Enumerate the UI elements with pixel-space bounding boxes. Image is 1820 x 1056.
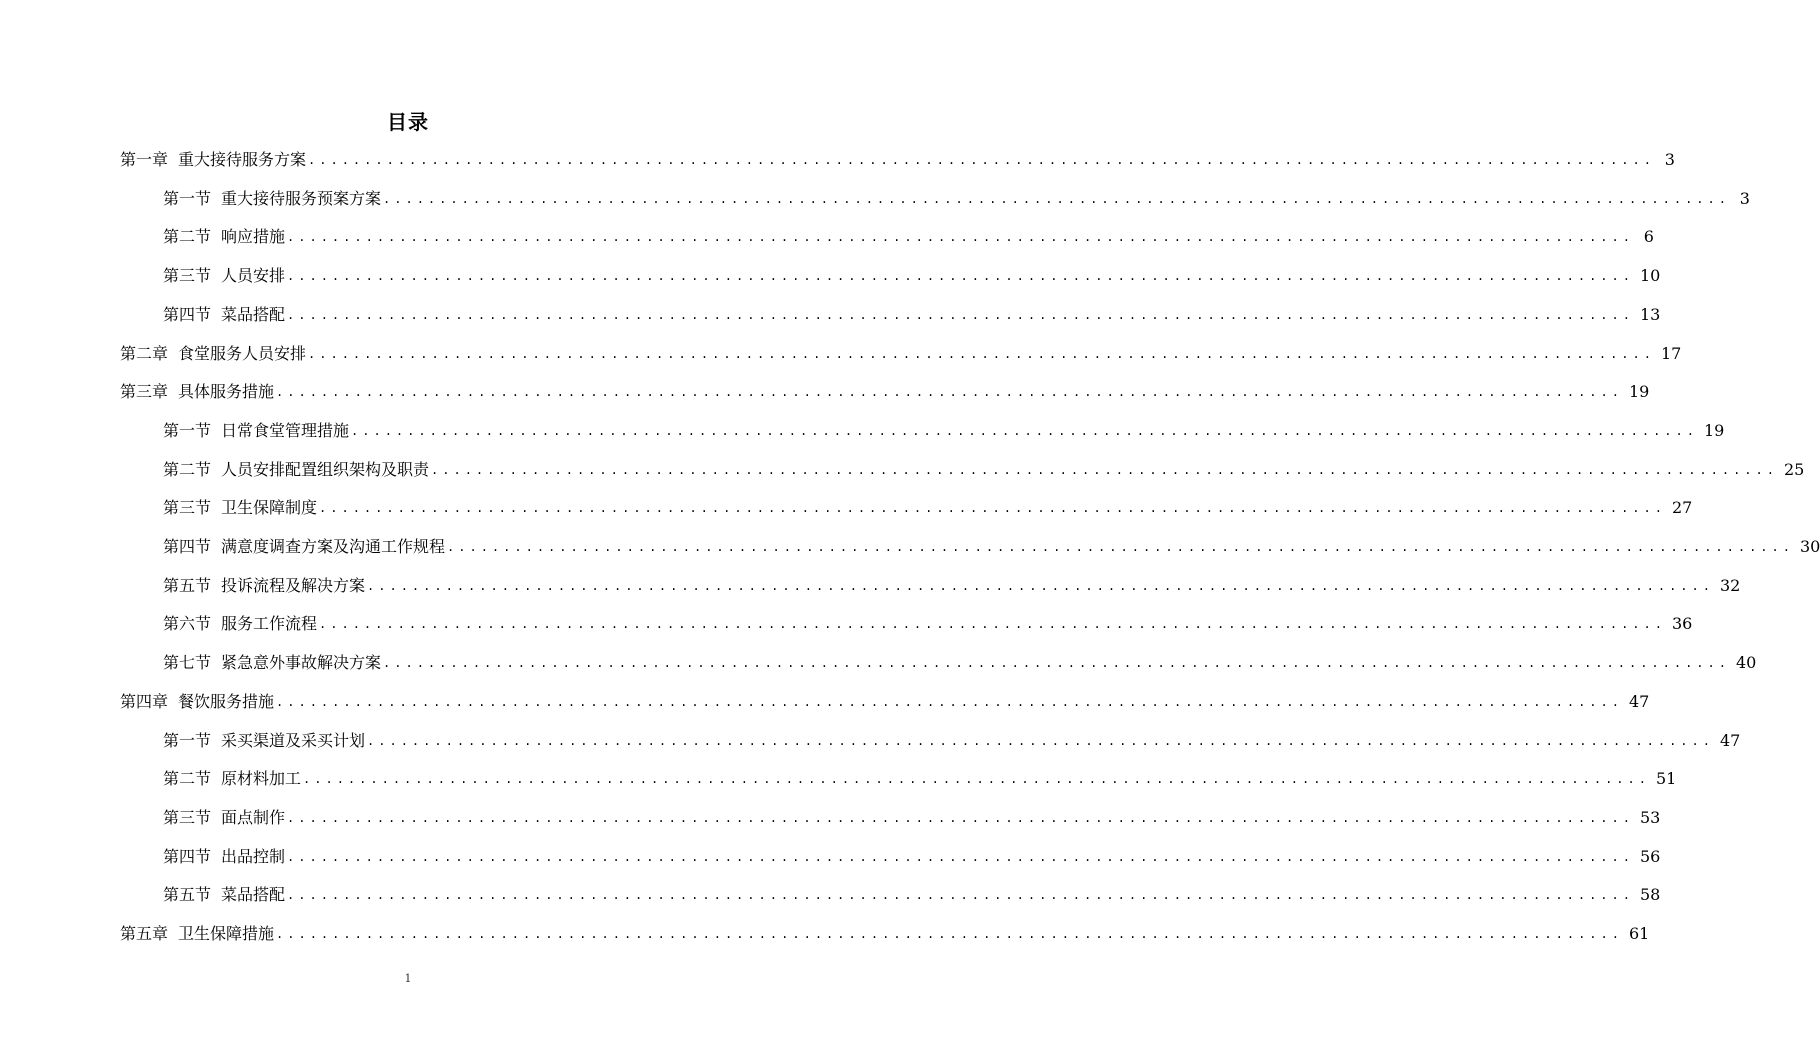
toc-entry-number: 第三节 [163,266,212,285]
toc-section-link[interactable] [163,876,1661,914]
toc-entry-label [163,567,365,605]
toc-dot-leader: ........................................................................................................................ [308,347,1655,361]
toc-dot-leader: ........................................................................................................................ [447,540,1794,554]
toc-section-link[interactable] [163,257,1661,295]
toc-heading: 目录 [387,110,429,134]
toc-entry-number: 第一节 [163,189,212,208]
toc-entry-label [163,218,285,256]
toc-entry-title: 食堂服务人员安排 [178,344,307,363]
toc-entry-title: 重大接待服务预案方案 [221,189,382,208]
toc-entry-title: 具体服务措施 [178,382,275,401]
toc-dot-leader: ........................................................................................................................ [308,153,1655,167]
toc-page-number: 25 [1783,460,1805,479]
toc-entry-number: 第三节 [163,808,212,827]
toc-entry-title: 卫生保障措施 [178,924,275,943]
toc-entry-label [163,296,285,334]
toc-entry-number: 第五节 [163,576,212,595]
toc-chapter-link[interactable] [120,141,1675,179]
toc-section-link[interactable] [163,412,1725,450]
toc-section-link[interactable] [163,838,1661,876]
toc-entry-label [163,528,445,566]
toc-page-number: 6 [1643,227,1654,246]
toc-dot-leader: ........................................................................................................................ [303,772,1650,786]
toc-dot-leader: ........................................................................................................................ [287,850,1634,864]
toc-page-number: 47 [1719,731,1741,750]
toc-entry-number: 第二节 [163,460,212,479]
toc-entry-number: 第四章 [120,692,169,711]
toc-entry-title: 餐饮服务措施 [178,692,275,711]
toc-entry-title: 响应措施 [221,227,286,246]
toc-dot-leader: ........................................................................................................................ [276,927,1623,941]
toc-dot-leader: ........................................................................................................................ [287,811,1634,825]
toc-section-link[interactable] [163,760,1677,798]
toc-entry-number: 第三章 [120,382,169,401]
toc-entry-number: 第一节 [163,731,212,750]
toc-entry-number: 第四节 [163,305,212,324]
toc-dot-leader: ........................................................................................................................ [287,308,1634,322]
toc-entry-label [163,180,381,218]
toc-entry-label [120,335,306,373]
toc-entry-number: 第三节 [163,498,212,517]
toc-entry-number: 第二节 [163,769,212,788]
toc-entry-label [120,915,274,953]
toc-section-link[interactable] [163,180,1750,218]
toc-entry-number: 第六节 [163,614,212,633]
toc-chapter-link[interactable] [120,915,1650,953]
toc-entry-label [163,489,317,527]
toc-page-number: 32 [1719,576,1741,595]
toc-page-number: 13 [1639,305,1661,324]
toc-page-number: 19 [1703,421,1725,440]
toc-section-link[interactable] [163,528,1820,566]
toc-entry-title: 投诉流程及解决方案 [221,576,366,595]
toc-dot-leader: ........................................................................................................................ [383,656,1730,670]
toc-entry-label [163,722,365,760]
toc-dot-leader: ........................................................................................................................ [367,579,1714,593]
toc-page-number: 56 [1639,847,1661,866]
toc-entry-title: 原材料加工 [221,769,302,788]
toc-page-number: 19 [1628,382,1650,401]
toc-entry-title: 人员安排 [221,266,286,285]
toc-dot-leader: ........................................................................................................................ [367,734,1714,748]
toc-page-number: 51 [1655,769,1677,788]
toc-entry-label [163,605,317,643]
toc-page-number: 27 [1671,498,1693,517]
toc-page-number: 3 [1739,189,1750,208]
toc-entry-number: 第四节 [163,847,212,866]
toc-entry-title: 人员安排配置组织架构及职责 [221,460,430,479]
toc-dot-leader: ........................................................................................................................ [287,888,1634,902]
toc-entry-title: 菜品搭配 [221,885,286,904]
toc-dot-leader: ........................................................................................................................ [276,695,1623,709]
toc-entry-label [163,876,285,914]
toc-entry-label [120,373,274,411]
toc-dot-leader: ........................................................................................................................ [319,617,1666,631]
toc-section-link[interactable] [163,451,1805,489]
toc-entry-title: 菜品搭配 [221,305,286,324]
footer-page-number: 1 [404,972,412,985]
toc-entry-title: 面点制作 [221,808,286,827]
toc-page-number: 40 [1735,653,1757,672]
toc-dot-leader: ........................................................................................................................ [287,230,1634,244]
toc-page-number: 47 [1628,692,1650,711]
toc-entry-number: 第四节 [163,537,212,556]
toc-section-link[interactable] [163,296,1661,334]
toc-page-number: 10 [1639,266,1661,285]
toc-page-number: 30 [1799,537,1820,556]
toc-entry-number: 第五节 [163,885,212,904]
toc-entry-label [163,760,301,798]
toc-dot-leader: ........................................................................................................................ [383,192,1730,206]
toc-entry-number: 第一节 [163,421,212,440]
toc-page-number: 36 [1671,614,1693,633]
toc-entry-label [163,838,285,876]
toc-entry-title: 满意度调查方案及沟通工作规程 [221,537,446,556]
toc-entry-number: 第二节 [163,227,212,246]
toc-dot-leader: ........................................................................................................................ [431,463,1778,477]
toc-entry-title: 紧急意外事故解决方案 [221,653,382,672]
toc-entry-number: 第五章 [120,924,169,943]
toc-section-link[interactable] [163,722,1741,760]
toc-section-link[interactable] [163,605,1693,643]
toc-section-link[interactable] [163,799,1661,837]
toc-entry-number: 第一章 [120,150,169,169]
toc-entry-title: 日常食堂管理措施 [221,421,350,440]
toc-section-link[interactable] [163,218,1654,256]
toc-entry-title: 采买渠道及采买计划 [221,731,366,750]
toc-entry-label [163,799,285,837]
toc-dot-leader: ........................................................................................................................ [351,424,1698,438]
toc-entry-label [163,412,349,450]
toc-entry-label [163,451,429,489]
toc-entry-label [120,683,274,721]
toc-chapter-link[interactable] [120,373,1650,411]
toc-section-link[interactable] [163,644,1757,682]
toc-dot-leader: ........................................................................................................................ [319,501,1666,515]
toc-entry-title: 出品控制 [221,847,286,866]
toc-entry-number: 第二章 [120,344,169,363]
toc-dot-leader: ........................................................................................................................ [287,269,1634,283]
toc-entry-title: 服务工作流程 [221,614,318,633]
toc-entry-title: 卫生保障制度 [221,498,318,517]
toc-dot-leader: ........................................................................................................................ [276,385,1623,399]
toc-page-number: 58 [1639,885,1661,904]
toc-entry-title: 重大接待服务方案 [178,150,307,169]
toc-page-number: 3 [1664,150,1675,169]
toc-entry-label [163,257,285,295]
toc-chapter-link[interactable] [120,683,1650,721]
toc-entry-label [120,141,306,179]
toc-entry-number: 第七节 [163,653,212,672]
toc-page-number: 53 [1639,808,1661,827]
toc-section-link[interactable] [163,567,1741,605]
toc-page-number: 17 [1660,344,1682,363]
toc-entry-label [163,644,381,682]
toc-chapter-link[interactable] [120,335,1682,373]
toc-section-link[interactable] [163,489,1693,527]
toc-page-number: 61 [1628,924,1650,943]
